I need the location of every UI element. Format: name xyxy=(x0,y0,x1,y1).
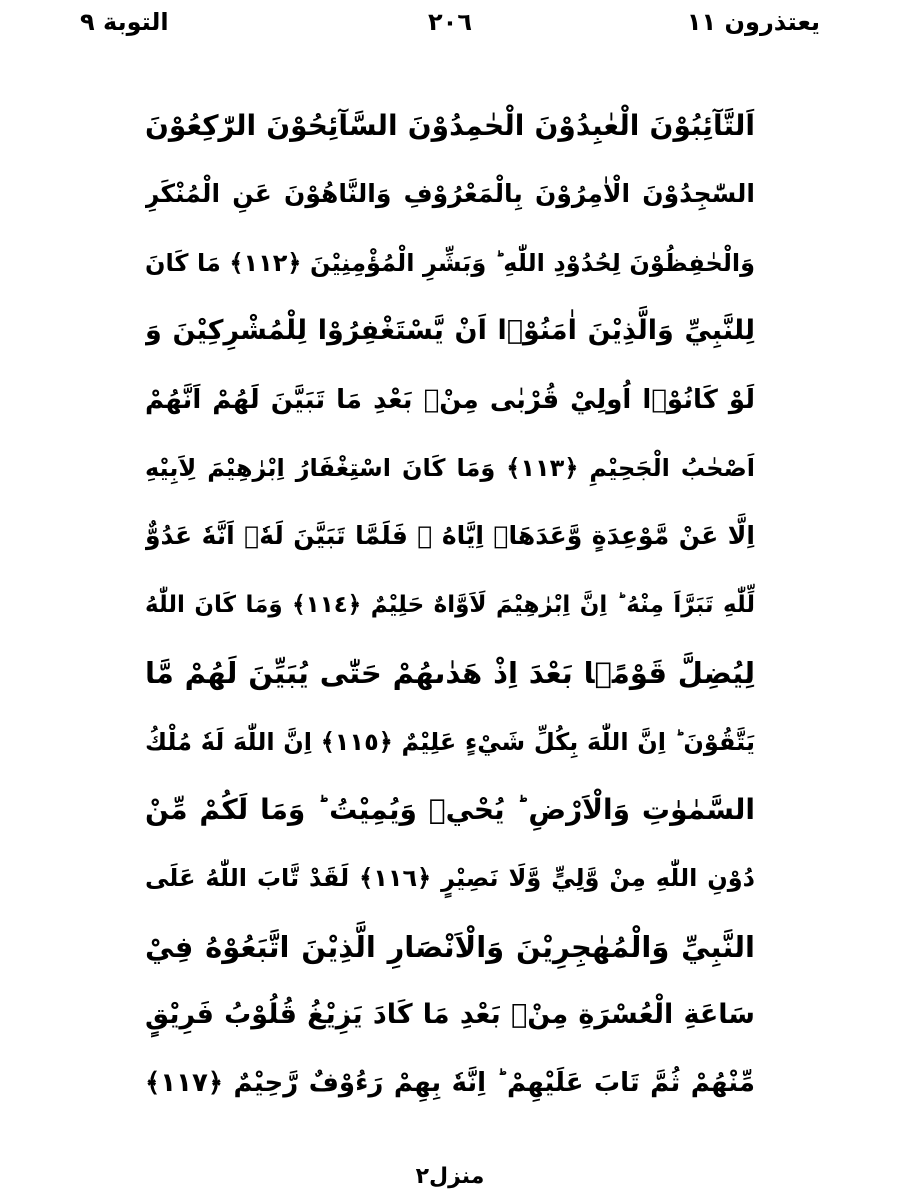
juz-title: يعتذرون ١١ xyxy=(686,8,820,36)
verse-line: لِيُضِلَّ قَوْمًۢا بَعْدَ اِذْ هَدٰىهُمْ حَتّٰى يُبَيِّنَ لَهُمْ مَّا xyxy=(145,656,755,691)
surah-title: التوبة ٩ xyxy=(80,8,169,36)
verse-line: اِلَّا عَنْ مَّوْعِدَةٍ وَّعَدَهَاۤ اِيَّاهُ ۚ فَلَمَّا تَبَيَّنَ لَهٗۤ اَنَّهٗ عَدُوٌّ xyxy=(145,521,755,551)
verse-line: اَصْحٰبُ الْجَحِيْمِ ﴿١١٣﴾ وَمَا كَانَ اسْتِغْفَارُ اِبْرٰهِيْمَ لِاَبِيْهِ xyxy=(145,453,755,482)
verse-line: اَلتَّآئِبُوْنَ الْعٰبِدُوْنَ الْحٰمِدُوْنَ السَّآئِحُوْنَ الرّٰكِعُوْنَ xyxy=(145,109,755,142)
verse-line: مِّنْهُمْ ثُمَّ تَابَ عَلَيْهِمْ ؕ اِنَّهٗ بِهِمْ رَءُوْفٌ رَّحِيْمٌ ﴿١١٧﴾ xyxy=(145,1068,755,1099)
verse-line: لَوْ كَانُوْۤا اُولِيْ قُرْبٰى مِنْۢ بَعْدِ مَا تَبَيَّنَ لَهُمْ اَنَّهُمْ xyxy=(145,384,755,415)
page-number: ٢٠٦ xyxy=(428,8,472,36)
manzil-footer: منزل٢ xyxy=(415,1164,485,1189)
verse-line: السّٰجِدُوْنَ الْاٰمِرُوْنَ بِالْمَعْرُوْفِ وَالنَّاهُوْنَ عَنِ الْمُنْكَرِ xyxy=(145,179,755,209)
verse-line: لِلنَّبِيِّ وَالَّذِيْنَ اٰمَنُوْۤا اَنْ يَّسْتَغْفِرُوْا لِلْمُشْرِكِيْنَ وَ xyxy=(145,315,755,347)
verse-line: النَّبِيِّ وَالْمُهٰجِرِيْنَ وَالْاَنْصَارِ الَّذِيْنَ اتَّبَعُوْهُ فِيْ xyxy=(145,929,755,964)
verse-line: لِّلّٰهِ تَبَرَّاَ مِنْهُ ؕ اِنَّ اِبْرٰهِيْمَ لَاَوَّاهٌ حَلِيْمٌ ﴿١١٤﴾ وَمَا كَانَ اللّٰهُ xyxy=(145,591,755,618)
verse-line: السَّمٰوٰتِ وَالْاَرْضِ ؕ يُحْيٖ وَيُمِيْتُ ؕ وَمَا لَكُمْ مِّنْ xyxy=(145,792,755,826)
verse-line: يَتَّقُوْنَ ؕ اِنَّ اللّٰهَ بِكُلِّ شَيْءٍ عَلِيْمٌ ﴿١١٥﴾ اِنَّ اللّٰهَ لَهٗ مُلْكُ xyxy=(145,727,755,756)
verse-line: وَالْحٰفِظُوْنَ لِحُدُوْدِ اللّٰهِ ؕ وَبَشِّرِ الْمُؤْمِنِيْنَ ﴿١١٢﴾ مَا كَانَ xyxy=(145,248,755,277)
page-header xyxy=(80,2,820,42)
verse-line: سَاعَةِ الْعُسْرَةِ مِنْۢ بَعْدِ مَا كَادَ يَزِيْغُ قُلُوْبُ فَرِيْقٍ xyxy=(145,999,755,1031)
verse-line: دُوْنِ اللّٰهِ مِنْ وَّلِيٍّ وَّلَا نَصِيْرٍ ﴿١١٦﴾ لَقَدْ تَّابَ اللّٰهُ عَلَى xyxy=(145,864,755,893)
quran-text-block xyxy=(145,92,755,1118)
